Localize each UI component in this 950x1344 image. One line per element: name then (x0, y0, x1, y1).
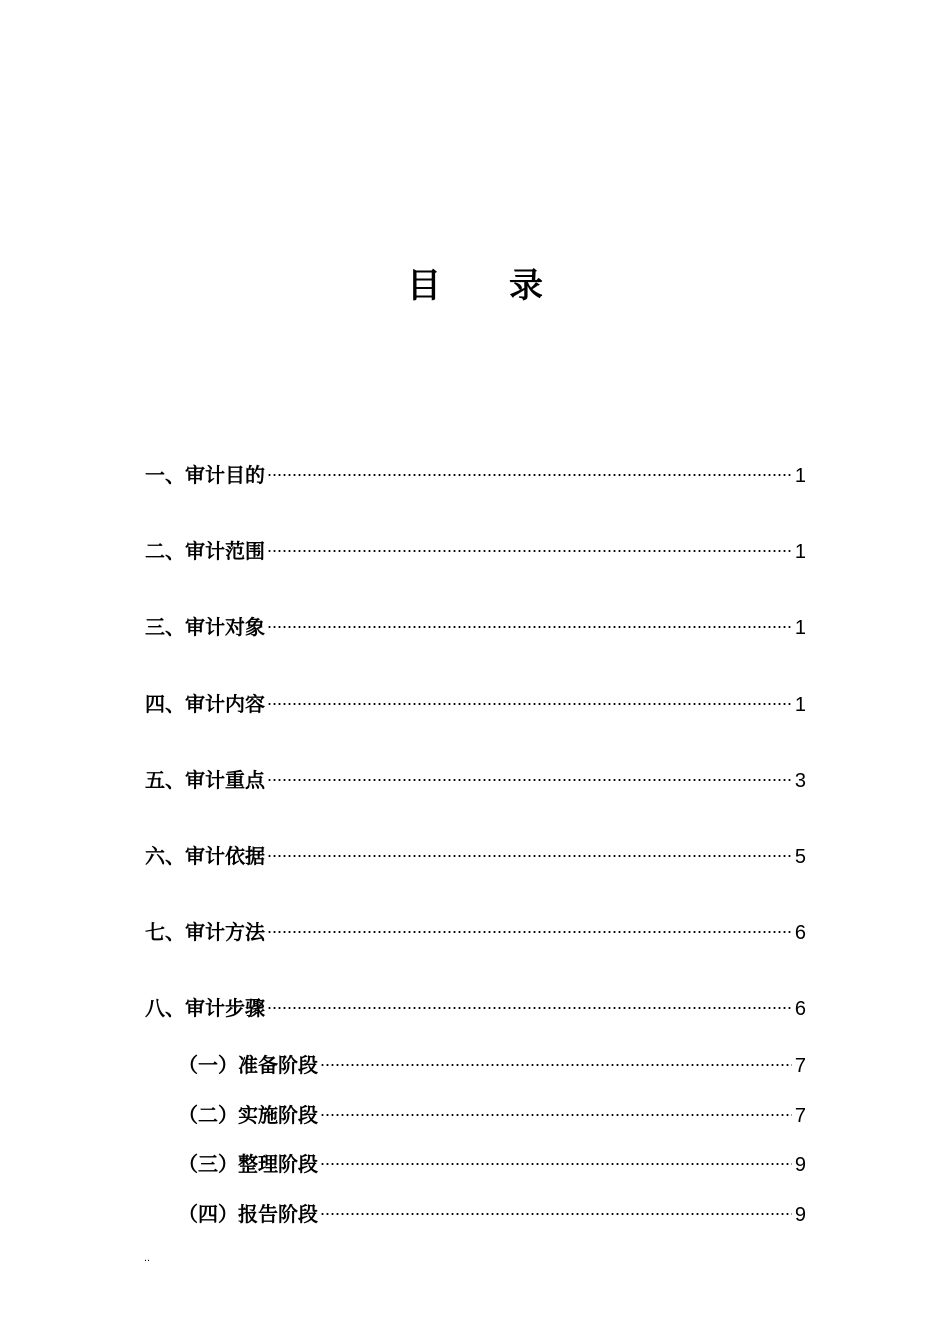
toc-dot-leader (320, 1112, 792, 1118)
toc-entry-page: 1 (794, 465, 806, 487)
toc-dot-leader (320, 1161, 792, 1167)
toc-dot-leader (267, 1005, 792, 1011)
toc-entry-label: 七、审计方法 (145, 920, 265, 944)
toc-dot-leader (267, 472, 792, 478)
toc-entry-page: 1 (794, 617, 806, 639)
toc-entry-page: 6 (794, 922, 806, 944)
toc-dot-leader (267, 624, 792, 630)
toc-entry-label: 四、审计内容 (145, 692, 265, 716)
toc-dot-leader (267, 929, 792, 935)
toc-entry[interactable] (145, 993, 806, 1023)
toc-entry-label: 六、审计依据 (145, 844, 265, 868)
toc-entry-page: 1 (794, 541, 806, 563)
toc-entry-label: 八、审计步骤 (145, 996, 265, 1020)
toc-subentry-page: 9 (794, 1154, 806, 1176)
toc-subentry-page: 7 (794, 1105, 806, 1127)
toc-dot-leader (320, 1062, 792, 1068)
toc-subentry-page: 9 (794, 1204, 806, 1226)
toc-subentry-label: （一）准备阶段 (178, 1053, 318, 1077)
toc-subentry[interactable] (178, 1050, 806, 1080)
toc-dot-leader (267, 701, 792, 707)
toc-entry[interactable] (145, 917, 806, 947)
toc-dot-leader (267, 548, 792, 554)
toc-entry-page: 1 (794, 694, 806, 716)
toc-dot-leader (267, 853, 792, 859)
toc-subentry[interactable] (178, 1100, 806, 1130)
toc-entry[interactable] (145, 612, 806, 642)
toc-subentry[interactable] (178, 1199, 806, 1229)
toc-subentry[interactable] (178, 1149, 806, 1179)
toc-subentry-label: （三）整理阶段 (178, 1152, 318, 1176)
toc-entry-label: 二、审计范围 (145, 539, 265, 563)
toc-subentry-label: （二）实施阶段 (178, 1103, 318, 1127)
toc-entry-page: 6 (794, 998, 806, 1020)
toc-entry[interactable] (145, 765, 806, 795)
toc-entry-label: 三、审计对象 (145, 615, 265, 639)
toc-subentry-page: 7 (794, 1055, 806, 1077)
toc-entry-label: 五、审计重点 (145, 768, 265, 792)
toc-entry-page: 5 (794, 846, 806, 868)
toc-entry-page: 3 (794, 770, 806, 792)
toc-dot-leader (267, 777, 792, 783)
footer-mark: .. (144, 1252, 151, 1264)
toc-entry-label: 一、审计目的 (145, 463, 265, 487)
toc-entry[interactable] (145, 536, 806, 566)
toc-entry[interactable] (145, 460, 806, 490)
toc-title: 目 录 (407, 266, 543, 306)
toc-entry[interactable] (145, 841, 806, 871)
toc-dot-leader (320, 1211, 792, 1217)
toc-subentry-label: （四）报告阶段 (178, 1202, 318, 1226)
toc-entry[interactable] (145, 689, 806, 719)
